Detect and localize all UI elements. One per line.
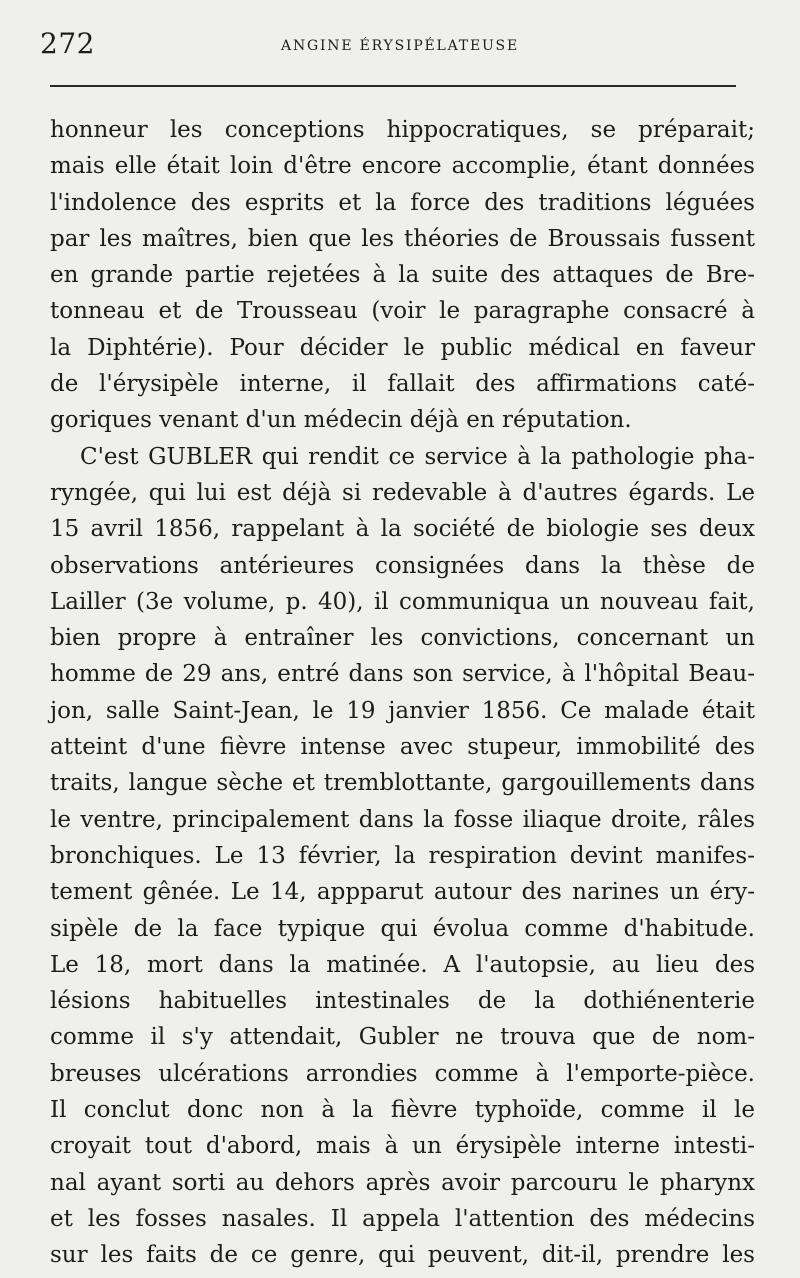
text-line: par les maîtres, bien que les théories de Broussais fussent: [50, 225, 755, 252]
text-line: traits, langue sèche et tremblottante, gargouillements dans: [50, 770, 755, 797]
paragraph-start-line: C'est GUBLER qui rendit ce service à la pathologie pha-: [80, 443, 755, 470]
text-line: bien propre à entraîner les convictions, concernant un: [50, 625, 755, 652]
text-line: bronchiques. Le 13 février, la respiration devint manifes-: [50, 842, 755, 869]
text-line: tonneau et de Trousseau (voir le paragraphe consacré à: [50, 298, 755, 325]
body-text: [50, 112, 755, 1274]
text-line: homme de 29 ans, entré dans son service, à l'hôpital Beau-: [50, 661, 755, 688]
text-line: 15 avril 1856, rappelant à la société de biologie ses deux: [50, 516, 755, 543]
text-line: Il conclut donc non à la fièvre typhoïde, comme il le: [50, 1097, 755, 1124]
text-line: honneur les conceptions hippocratiques, se préparait;: [50, 117, 755, 143]
text-line: tement gênée. Le 14, appparut autour des narines un éry-: [50, 879, 755, 906]
page-number: 272: [40, 27, 95, 60]
text-line: en grande partie rejetées à la suite des attaques de Bre-: [50, 262, 755, 289]
text-line: sur les faits de ce genre, qui peuvent, dit-il, prendre les: [50, 1242, 755, 1269]
text-line: le ventre, principalement dans la fosse iliaque droite, râles: [50, 806, 755, 833]
header-rule: [50, 85, 736, 87]
text-line: lésions habituelles intestinales de la dothiénenterie: [50, 988, 755, 1015]
text-line: observations antérieures consignées dans la thèse de: [50, 552, 755, 579]
running-title: ANGINE ÉRYSIPÉLATEUSE: [281, 38, 519, 54]
text-line: sipèle de la face typique qui évolua comme d'habitude.: [50, 915, 755, 942]
text-line: breuses ulcérations arrondies comme à l'emporte-pièce.: [50, 1060, 755, 1087]
text-line: l'indolence des esprits et la force des traditions léguées: [50, 189, 755, 216]
text-line: Le 18, mort dans la matinée. A l'autopsie, au lieu des: [50, 951, 755, 978]
paragraph-end-line: goriques venant d'un médecin déjà en réputation.: [50, 407, 632, 434]
text-line: nal ayant sorti au dehors après avoir parcouru le pharynx: [50, 1169, 755, 1196]
text-line: la Diphtérie). Pour décider le public médical en faveur: [50, 334, 755, 361]
text-line: jon, salle Saint-Jean, le 19 janvier 1856. Ce malade était: [50, 697, 755, 724]
text-line: atteint d'une fièvre intense avec stupeur, immobilité des: [50, 734, 755, 761]
text-line: comme il s'y attendait, Gubler ne trouva que de nom-: [50, 1024, 755, 1051]
text-line: Lailler (3e volume, p. 40), il communiqua un nouveau fait,: [50, 588, 755, 615]
text-line: mais elle était loin d'être encore accomplie, étant données: [50, 153, 755, 180]
text-line: et les fosses nasales. Il appela l'attention des médecins: [50, 1205, 755, 1232]
text-line: croyait tout d'abord, mais à un érysipèle interne intesti-: [50, 1133, 755, 1160]
text-line: ryngée, qui lui est déjà si redevable à d'autres égards. Le: [50, 479, 755, 506]
text-line: de l'érysipèle interne, il fallait des affirmations caté-: [50, 371, 755, 398]
